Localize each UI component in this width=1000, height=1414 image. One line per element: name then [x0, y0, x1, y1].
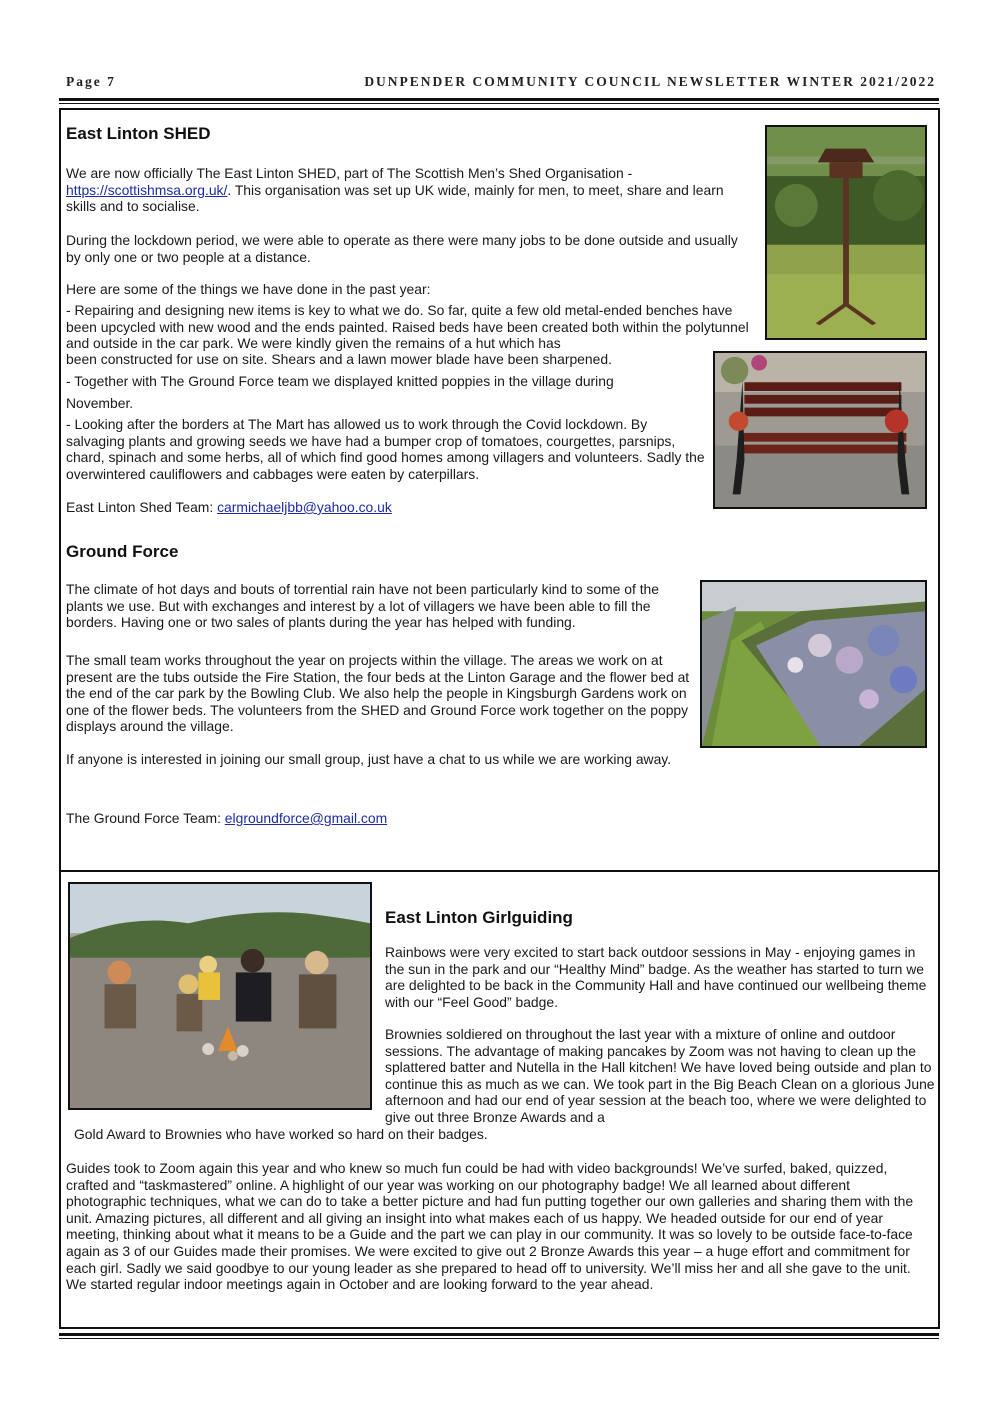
shed-email-link[interactable]: carmichaeljbb@yahoo.co.uk — [217, 499, 392, 515]
groundforce-join-paragraph: If anyone is interested in joining our small group, just have a chat to us while we are working away. — [66, 751, 672, 767]
girlguiding-brownies-paragraph: Brownies soldiered on throughout the last year with a mixture of online and outdoor sessions. The advantage of making pancakes by Zoom was not having to clean up the splattered batter and Nutella in the Hall kitchen! We have loved being outside and plan to continue this as much as we can. We took part in the Big Beach Clean on a glorious June afternoon and had our end of year session at the beach too, where we were delighted to give out three Bronze Awards and a — [385, 1026, 935, 1125]
page-header — [66, 74, 936, 96]
groundforce-contact — [66, 810, 696, 827]
shed-heading: East Linton SHED — [66, 124, 211, 143]
bird-table-photo — [765, 125, 927, 340]
beach-campfire-photo — [68, 882, 372, 1110]
flower-bed-photo — [700, 580, 927, 748]
page-number: Page 7 — [66, 74, 116, 89]
groundforce-heading: Ground Force — [66, 542, 179, 561]
bench-photo — [713, 351, 927, 509]
girlguiding-heading: East Linton Girlguiding — [385, 908, 573, 927]
groundforce-email-link[interactable]: elgroundforce@gmail.com — [224, 810, 388, 826]
footer-rule-thin — [59, 1338, 939, 1339]
footer-rule-thick — [59, 1333, 939, 1336]
groundforce-contact-label: The Ground Force Team: — [66, 810, 225, 826]
shed-poppies-paragraph: - Together with The Ground Force team we displayed knitted poppies in the village during — [66, 373, 614, 389]
shed-intro-text-b: . This organisation was set up UK wide, mainly for men, to meet, share and learn skills and to socialise. — [66, 181, 724, 215]
girlguiding-guides-paragraph: Guides took to Zoom again this year and who knew so much fun could be had with video backgrounds! We’ve surfed, baked, quizzed, crafted and “taskmastered” online. A highlight of our year was working on our photography badge! We all learned about different photographic techniques, what we can do to take a better picture and had fun putting together our own galleries and sharing them with the unit. Amazing pictures, all different and all giving an insight into what makes each of us happy. We headed outside for our end of year meeting, thinking about what it means to be a Guide and the part we can play in our community. It was so lovely to be outside face-to-face again as 3 of our Guides made their promises. We were excited to give out 2 Bronze Awards this year – a huge effort and commitment for each girl. Sadly we said goodbye to our young leader as she prepared to head off to university. We’ll miss her and all she gave to the unit. We started regular indoor meetings again in October and are looking forward to the year ahead. — [66, 1160, 914, 1293]
shed-intro-text-a: We are now officially The East Linton SHED, part of The Scottish Men’s Shed Organisation - — [66, 165, 633, 181]
header-rule-thin — [59, 103, 939, 104]
shed-poppies-month: November. — [66, 395, 134, 411]
shed-things-intro: Here are some of the things we have done in the past year: — [66, 281, 431, 297]
shed-intro — [66, 165, 752, 215]
shed-lockdown-paragraph: During the lockdown period, we were able to operate as there were many jobs to be done outside and usually by only one or two people at a distance. — [66, 232, 738, 265]
groundforce-team-paragraph: The small team works throughout the year on projects within the village. The areas we work on at present are the tubs outside the Fire Station, the four beds at the Linton Garage and the flower bed at the end of the car park by the Bowling Club. We also help the people in Kingsburgh Gardens work on one of the flower beds. The volunteers from the SHED and Ground Force work together on the poppy displays around the village. — [66, 652, 690, 735]
shed-repairing-paragraph-end: been constructed for use on site. Shears and a lawn mower blade have been sharpened. — [66, 351, 612, 367]
girlguiding-brownies-paragraph-end: Gold Award to Brownies who have worked so hard on their badges. — [74, 1126, 488, 1142]
shed-contact — [66, 499, 706, 516]
shed-contact-label: East Linton Shed Team: — [66, 499, 218, 515]
girlguiding-rainbows-paragraph: Rainbows were very excited to start back outdoor sessions in May - enjoying games in the sun in the park and our “Healthy Mind” badge. As the weather has started to turn we are delighted to be back in the Community Hall and have continued our wellbeing theme with our “Feel Good” badge. — [385, 944, 927, 1010]
shed-repairing-paragraph: - Repairing and designing new items is key to what we do. So far, quite a few old metal-ended benches have been upcycled with new wood and the ends painted. Raised beds have been created both within the polytunnel and outside in the car park. We were kindly given the remains of a hut which has — [66, 302, 749, 352]
newsletter-title: DUNPENDER COMMUNITY COUNCIL NEWSLETTER WINTER 2021/2022 — [364, 74, 936, 89]
header-rule-thick — [59, 98, 939, 101]
groundforce-climate-paragraph: The climate of hot days and bouts of torrential rain have not been particularly kind to some of the plants we use. But with exchanges and interest by a lot of villagers we have been able to fill the borders. Having one or two sales of plants during the year has helped with funding. — [66, 581, 660, 631]
shed-mart-paragraph: - Looking after the borders at The Mart has allowed us to work through the Covid lockdown. By salvaging plants and growing seeds we have had a bumper crop of tomatoes, courgettes, parsnips, chard, spinach and some herbs, all of which find good homes among villagers and volunteers. Sadly the overwintered cauliflowers and cabbages were eaten by caterpillars. — [66, 416, 705, 482]
scottishmsa-link[interactable]: https://scottishmsa.org.uk/ — [66, 181, 228, 198]
